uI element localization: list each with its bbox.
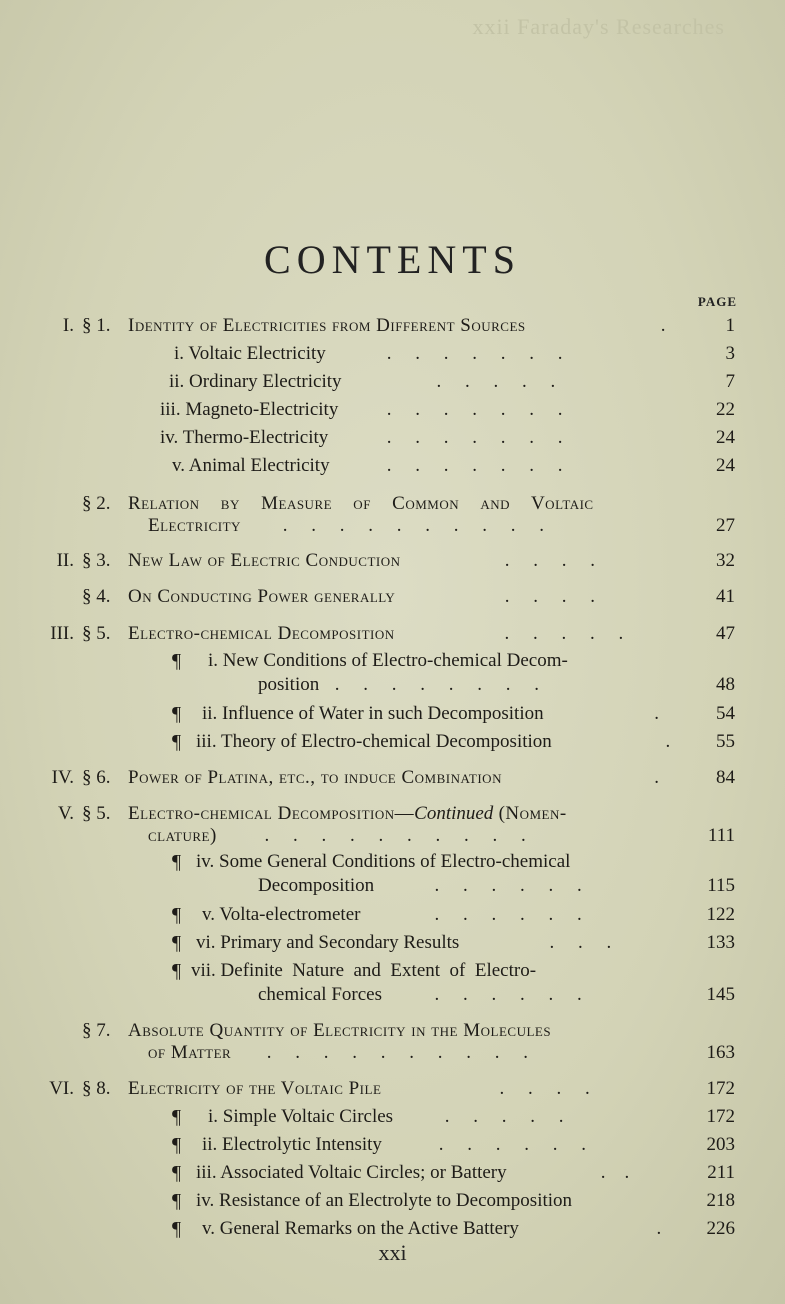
toc-entry (0, 1132, 785, 1158)
pilcrow-mark: ¶ (172, 960, 182, 982)
pilcrow-mark: ¶ (172, 1218, 182, 1240)
leader-dots: . . . . . (476, 623, 624, 644)
toc-entry (0, 397, 785, 423)
section-number: § 3. (82, 550, 111, 571)
leader-dots: . . . . . . . (382, 399, 563, 420)
leader-dots: . . . . (500, 586, 595, 607)
leader-dots: . (656, 315, 666, 336)
leader-dots: . . . . . . . (382, 427, 563, 448)
leader-dots: . . . . . . (406, 904, 582, 925)
leader-dots: . (640, 767, 659, 788)
entry-title: New Law of Electric Conduction (128, 550, 401, 571)
toc-entry (0, 1160, 785, 1186)
entry-title: Absolute Quantity of Electricity in the Molecules (128, 1020, 552, 1041)
page-number: 22 (716, 399, 735, 420)
part-numeral: IV. (51, 767, 74, 788)
toc-entry (0, 313, 785, 339)
page-number: 145 (706, 984, 735, 1005)
part-numeral: V. (57, 803, 74, 824)
page-number: 48 (716, 674, 735, 695)
entry-title: Relation by Measure of Common and Voltaic (128, 493, 594, 514)
toc-entry (0, 930, 785, 956)
pilcrow-mark: ¶ (172, 1190, 182, 1212)
entry-title: v. Animal Electricity (172, 455, 330, 476)
entry-title: Electricity of the Voltaic Pile (128, 1078, 382, 1099)
toc-entry (0, 958, 785, 984)
entry-title-tail: (Nomen- (493, 803, 567, 824)
toc-entry (0, 548, 785, 574)
pilcrow-mark: ¶ (172, 703, 182, 725)
page-number: 84 (716, 767, 735, 788)
leader-dots: . . . . . . . (382, 343, 563, 364)
page-number: 1 (725, 315, 735, 336)
leader-dots: . . . . . . . . . . (236, 825, 526, 846)
page-number: 47 (716, 623, 735, 644)
page-number: 3 (725, 343, 735, 364)
leader-dots: . . . . . . . . . . (278, 515, 544, 536)
entry-title: chemical Forces (258, 984, 382, 1005)
page-number: 27 (716, 515, 735, 536)
entry-title: iii. Magneto-Electricity (160, 399, 339, 420)
page-number: 41 (716, 586, 735, 607)
leader-dots: . . . . . . (434, 1134, 586, 1155)
leader-dots: . . . . . . (406, 984, 582, 1005)
entry-title: clature) (148, 825, 217, 846)
section-number: § 7. (82, 1020, 111, 1041)
entry-title: ii. Ordinary Electricity (169, 371, 342, 392)
toc-entry (0, 584, 785, 610)
page-number: 24 (716, 427, 735, 448)
entry-title: v. Volta-electrometer (202, 904, 361, 925)
section-number: § 8. (82, 1078, 111, 1099)
entry-title: ii. Influence of Water in such Decomposition (202, 703, 544, 724)
toc-entry-continued (0, 672, 785, 698)
page-number: 163 (706, 1042, 735, 1063)
page-number: 122 (706, 904, 735, 925)
page-number: 115 (707, 875, 735, 896)
pilcrow-mark: ¶ (172, 904, 182, 926)
toc-entry (0, 341, 785, 367)
page-folio: xxi (378, 1240, 407, 1265)
entry-title: Identity of Electricities from Different Sources (128, 315, 526, 336)
leader-dots: . . . . . . . . (330, 674, 539, 695)
toc-entry (0, 849, 785, 875)
entry-title: i. New Conditions of Electro-chemical Decom- (208, 650, 568, 671)
part-numeral: VI. (49, 1078, 74, 1099)
section-number: § 6. (82, 767, 111, 788)
part-numeral: II. (56, 550, 74, 571)
leader-dots: . (628, 1218, 662, 1239)
entry-title: On Conducting Power generally (128, 586, 396, 607)
bleed-through-running-head: xxii Faraday's Researches (472, 14, 725, 39)
entry-title: Decomposition (258, 875, 375, 896)
toc-entry (0, 425, 785, 451)
pilcrow-mark: ¶ (172, 731, 182, 753)
section-number: § 1. (82, 315, 111, 336)
toc-entry (0, 729, 785, 755)
page-number: 226 (706, 1218, 735, 1239)
section-number: § 5. (82, 803, 111, 824)
page-number: 55 (716, 731, 735, 752)
leader-dots: . . . . (500, 550, 595, 571)
entry-title: Power of Platina, etc., to induce Combination (128, 767, 502, 788)
toc-entry (0, 621, 785, 647)
page-number: 203 (706, 1134, 735, 1155)
pilcrow-mark: ¶ (172, 1106, 182, 1128)
entry-title: iii. Associated Voltaic Circles; or Battery (196, 1162, 507, 1183)
page-number: 24 (716, 455, 735, 476)
entry-title: iv. Thermo-Electricity (160, 427, 329, 448)
pilcrow-mark: ¶ (172, 851, 182, 873)
leader-dots: . (640, 703, 659, 724)
page-number: 111 (707, 825, 735, 846)
leader-dots: . . . . . . . (382, 455, 563, 476)
entry-title: v. General Remarks on the Active Battery (202, 1218, 519, 1239)
entry-title: Electricity (148, 515, 241, 536)
entry-title: iv. Some General Conditions of Electro-chemical (196, 851, 571, 872)
entry-title: i. Voltaic Electricity (174, 343, 326, 364)
toc-entry (0, 902, 785, 928)
pilcrow-mark: ¶ (172, 932, 182, 954)
toc-entry (0, 648, 785, 674)
page-number: 32 (716, 550, 735, 571)
toc-entry-continued (0, 1040, 785, 1066)
toc-entry-continued (0, 982, 785, 1008)
entry-title-main: Electro-chemical Decomposition— (128, 803, 415, 824)
leader-dots: . . . . . . (406, 875, 582, 896)
leader-dots: . . . (540, 932, 612, 953)
entry-title: i. Simple Voltaic Circles (208, 1106, 394, 1127)
entry-title: iii. Theory of Electro-chemical Decomposition (196, 731, 552, 752)
toc-entry-continued (0, 873, 785, 899)
section-number: § 2. (82, 493, 111, 514)
page-title: CONTENTS (264, 237, 521, 282)
leader-dots: . . . . . (440, 1106, 564, 1127)
pilcrow-mark: ¶ (172, 1162, 182, 1184)
leader-dots: . . (596, 1162, 630, 1183)
page-number: 211 (707, 1162, 735, 1183)
toc-entry (0, 701, 785, 727)
toc-entry (0, 1104, 785, 1130)
entry-title: vi. Primary and Secondary Results (196, 932, 460, 953)
leader-dots: . (656, 731, 671, 752)
toc-entry (0, 369, 785, 395)
pilcrow-mark: ¶ (172, 650, 182, 672)
page-number: 218 (706, 1190, 735, 1211)
toc-entry (0, 1076, 785, 1102)
page-number: 7 (725, 371, 735, 392)
part-numeral: I. (62, 315, 74, 336)
entry-title: vii. Definite Nature and Extent of Electro- (191, 960, 537, 981)
page-number: 133 (706, 932, 735, 953)
page-number: 172 (706, 1078, 735, 1099)
section-number: § 5. (82, 623, 111, 644)
leader-dots: . . . . . (408, 371, 556, 392)
toc-entry-continued (0, 823, 785, 849)
entry-title-continued: Continued (414, 803, 494, 824)
part-numeral: III. (50, 623, 74, 644)
leader-dots: . . . . (490, 1078, 590, 1099)
toc-entry (0, 1216, 785, 1242)
toc-entry-continued (0, 513, 785, 539)
entry-title: of Matter (148, 1042, 232, 1063)
leader-dots: . . . . . . . . . . (262, 1042, 528, 1063)
page-column-label: PAGE (697, 294, 737, 309)
entry-title: Electro-chemical Decomposition (128, 623, 395, 644)
entry-title: iv. Resistance of an Electrolyte to Decomposition (196, 1190, 573, 1211)
toc-entry (0, 1188, 785, 1214)
page-number: 54 (716, 703, 735, 724)
entry-title: position (258, 674, 320, 695)
toc-entry (0, 765, 785, 791)
page-number: 172 (706, 1106, 735, 1127)
entry-title: ii. Electrolytic Intensity (202, 1134, 382, 1155)
toc-entry (0, 453, 785, 479)
section-number: § 4. (82, 586, 111, 607)
pilcrow-mark: ¶ (172, 1134, 182, 1156)
